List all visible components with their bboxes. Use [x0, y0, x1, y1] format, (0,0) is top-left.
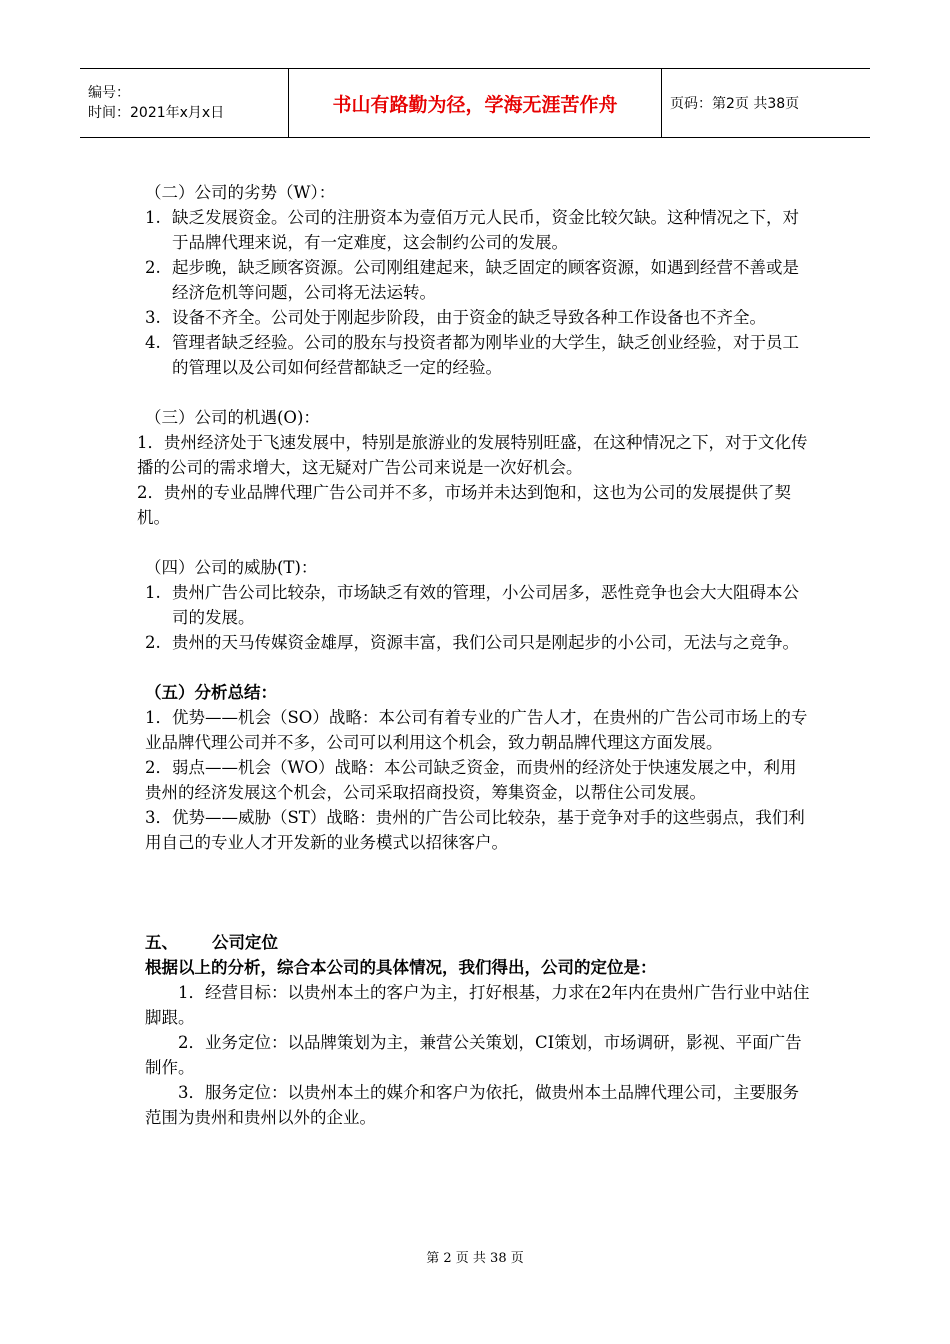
list-item [145, 305, 810, 330]
header-page-label: 页码：第2页 共38页 [670, 96, 800, 112]
positioning-item: 1．经营目标：以贵州本土的客户为主，打好根基，力求在2年内在贵州广告行业中站住脚跟。 [145, 983, 810, 1027]
positioning-lead: 根据以上的分析，综合本公司的具体情况，我们得出，公司的定位是： [145, 958, 657, 977]
header-page [662, 69, 870, 137]
list-item-number: 2. [145, 633, 161, 652]
list-item-number: 3. [145, 308, 161, 327]
list-item-number: 1. [145, 583, 161, 602]
list-item-text: 贵州广告公司比较杂，市场缺乏有效的管理，小公司居多，恶性竞争也会大大阻碍本公司的发展。 [172, 583, 799, 627]
positioning-item: 3．服务定位：以贵州本土的媒介和客户为依托，做贵州本土品牌代理公司，主要服务范围为贵州和贵州以外的企业。 [145, 1083, 799, 1127]
list-item [145, 580, 810, 630]
list-item [145, 255, 810, 305]
header-motto [289, 69, 662, 137]
summary-item: 3．优势——威胁（ST）战略：贵州的广告公司比较杂，基于竞争对手的这些弱点，我们利用自己的专业人才开发新的业务模式以招徕客户。 [145, 808, 805, 852]
positioning-item: 2．业务定位：以品牌策划为主，兼营公关策划，CI策划，市场调研，影视、平面广告制作。 [145, 1033, 802, 1077]
header-date-label: 时间：2021年x月x日 [88, 105, 225, 121]
list-item-text: 贵州的天马传媒资金雄厚，资源丰富，我们公司只是刚起步的小公司，无法与之竞争。 [172, 633, 799, 652]
list-item-text: 管理者缺乏经验。公司的股东与投资者都为刚毕业的大学生，缺乏创业经验，对于员工的管理以及公司如何经营都缺乏一定的经验。 [172, 333, 799, 377]
header-motto-text: 书山有路勤为径，学海无涯苦作舟 [332, 93, 618, 116]
list-item-number: 1. [145, 208, 161, 227]
list-item-number: 2. [145, 258, 161, 277]
list-item [145, 330, 810, 380]
threat-list [145, 580, 810, 655]
weakness-title: （二）公司的劣势（W）： [145, 183, 336, 202]
list-item-number: 4. [145, 333, 161, 352]
positioning-heading-text: 公司定位 [212, 933, 278, 952]
positioning-heading-number: 五、 [145, 933, 178, 952]
page-header [80, 68, 870, 138]
summary-item: 1．优势——机会（SO）战略：本公司有着专业的广告人才，在贵州的广告公司市场上的专业品牌代理公司并不多，公司可以利用这个机会，致力朝品牌代理这方面发展。 [145, 708, 808, 752]
list-item-text: 起步晚，缺乏顾客资源。公司刚组建起来，缺乏固定的顾客资源，如遇到经营不善或是经济危机等问题，公司将无法运转。 [172, 258, 799, 302]
page-footer [0, 1247, 950, 1266]
header-number-label: 编号： [88, 85, 130, 101]
threat-title: （四）公司的威胁(T)： [145, 558, 318, 577]
list-item-text: 缺乏发展资金。公司的注册资本为壹佰万元人民币，资金比较欠缺。这种情况之下，对于品牌代理来说，有一定难度，这会制约公司的发展。 [172, 208, 799, 252]
list-item [145, 205, 810, 255]
weakness-list [145, 205, 810, 380]
list-item-text: 设备不齐全。公司处于刚起步阶段，由于资金的缺乏导致各种工作设备也不齐全。 [172, 308, 766, 327]
document-body [137, 180, 810, 1130]
footer-page-number: 第 2 页 共 38 页 [426, 1251, 524, 1266]
summary-title: （五）分析总结： [145, 683, 277, 702]
list-item [145, 630, 810, 655]
header-meta [80, 69, 289, 137]
opportunity-item: 2．贵州的专业品牌代理广告公司并不多，市场并未达到饱和，这也为公司的发展提供了契机。 [137, 483, 791, 527]
opportunity-item: 1．贵州经济处于飞速发展中，特别是旅游业的发展特别旺盛，在这种情况之下，对于文化传播的公司的需求增大，这无疑对广告公司来说是一次好机会。 [137, 433, 808, 477]
opportunity-title: （三）公司的机遇(O)： [145, 408, 320, 427]
summary-item: 2．弱点——机会（WO）战略：本公司缺乏资金，而贵州的经济处于快速发展之中，利用贵州的经济发展这个机会，公司采取招商投资，筹集资金，以帮住公司发展。 [145, 758, 797, 802]
positioning-heading [145, 930, 810, 955]
